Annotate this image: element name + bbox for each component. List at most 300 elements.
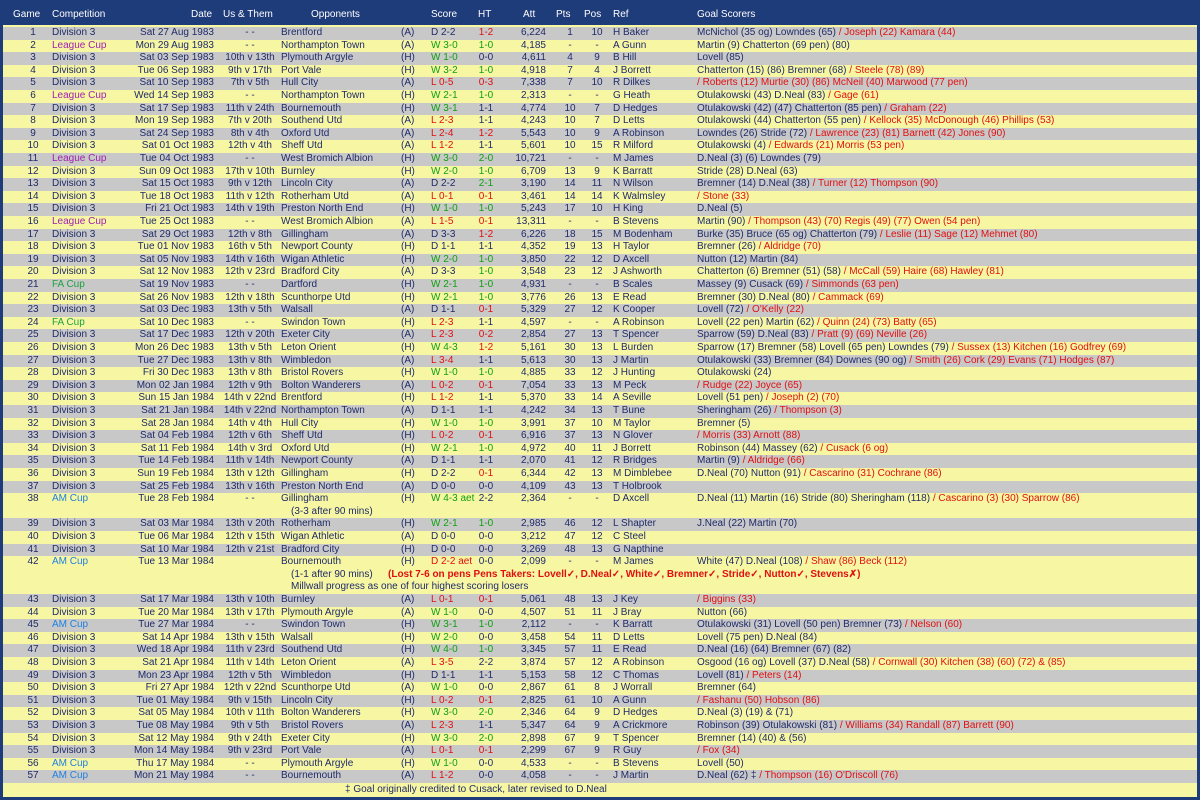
table-row: [3, 266, 1197, 279]
our-scorers: Lovell (22 pen) Martin (62): [697, 316, 815, 328]
our-scorers: Lovell (51 pen): [697, 392, 764, 404]
half-time-score: 1-0: [478, 266, 494, 278]
referee: B Stevens: [613, 216, 659, 227]
game-number: 41: [27, 543, 39, 555]
our-scorers: D.Neal (70) Nutton (91): [697, 468, 801, 479]
score: D 1-1: [431, 669, 456, 681]
league-position: 11: [591, 178, 603, 190]
opponent: Sheff Utd: [281, 140, 323, 152]
table-row: [3, 392, 1197, 405]
our-scorers: Otulakowski (24): [697, 367, 772, 379]
points: 10: [564, 127, 576, 139]
league-position: 12: [591, 455, 603, 467]
referee: A Robinson: [613, 657, 665, 668]
scorer-separator: /: [881, 102, 890, 114]
header-date: Date: [191, 9, 213, 20]
table-row: [3, 229, 1197, 242]
us-them-positions: 13th v 8th: [228, 354, 272, 366]
attendance: 3,991: [520, 417, 546, 429]
score: W 3-2: [431, 64, 458, 76]
game-number: 2: [30, 39, 36, 51]
score: W 1-0: [431, 367, 458, 379]
league-position: -: [595, 757, 599, 769]
scorer-separator: /: [697, 694, 703, 706]
attendance: 4,242: [520, 405, 546, 416]
game-number: 34: [27, 442, 39, 454]
attendance: 4,533: [520, 757, 546, 769]
our-scorers: Robinson (44) Massey (62): [697, 442, 818, 454]
our-scorers: D.Neal (16) (64) Bremner (67) (82): [697, 644, 851, 656]
table-row: [3, 418, 1197, 431]
points: 14: [564, 178, 576, 190]
home-away: (H): [401, 253, 415, 265]
referee: B Stevens: [613, 757, 659, 769]
goal-scorers: [697, 619, 962, 631]
table-row: [3, 90, 1197, 103]
league-position: -: [595, 619, 599, 631]
league-position: -: [595, 153, 599, 164]
home-away: (A): [401, 329, 415, 341]
opponent: Burnley: [281, 165, 315, 177]
referee: J Key: [613, 594, 639, 605]
points: 27: [564, 329, 576, 341]
us-them-positions: - -: [245, 27, 255, 38]
match-date: Sat 17 Sep 1983: [139, 102, 214, 114]
home-away: (A): [401, 190, 415, 202]
attendance: 3,461: [520, 190, 546, 202]
opponent: Southend Utd: [281, 644, 343, 656]
match-date: Mon 26 Dec 1983: [135, 342, 214, 353]
referee: E Read: [613, 291, 647, 303]
attendance: 10,721: [515, 153, 546, 164]
table-row: [3, 758, 1197, 771]
score: W 1-0: [431, 682, 458, 694]
points: 51: [564, 606, 576, 618]
half-time-score: 0-1: [478, 190, 494, 202]
our-scorers: Bremner (26): [697, 241, 756, 253]
opponent-scorers: Cammack (69): [818, 291, 884, 303]
score: D 1-1: [431, 241, 456, 253]
game-number: 1: [30, 27, 36, 38]
league-position: 13: [591, 291, 603, 303]
home-away: (H): [401, 291, 415, 303]
opponent: Wigan Athletic: [281, 531, 345, 542]
league-position: 12: [591, 253, 603, 265]
our-scorers: Lovell (85): [697, 52, 744, 64]
score: L 0-1: [431, 594, 454, 605]
opponent: Gillingham: [281, 228, 329, 240]
game-number: 24: [27, 316, 39, 328]
points: 48: [564, 543, 576, 555]
score: D 2-2: [431, 27, 456, 38]
half-time-score: 2-0: [478, 153, 494, 164]
opponent: Rotherham Utd: [281, 190, 349, 202]
goal-scorers: [697, 241, 821, 253]
table-row: [3, 166, 1197, 179]
us-them-positions: 12th v 21st: [225, 543, 275, 555]
points: -: [568, 556, 572, 568]
attendance: 2,313: [520, 90, 546, 101]
attendance: 2,299: [520, 745, 546, 757]
referee: J Hunting: [613, 367, 656, 379]
goal-scorers: [697, 103, 947, 115]
half-time-score: 2-0: [478, 732, 494, 744]
points: -: [568, 90, 572, 101]
table-row: [3, 468, 1197, 481]
half-time-score: 0-1: [478, 594, 494, 605]
scorer-separator: /: [755, 241, 764, 253]
opponent: Sheff Utd: [281, 430, 323, 442]
opponent: West Bromich Albion: [281, 153, 374, 164]
home-away: (A): [401, 770, 415, 782]
goal-scorers: [697, 279, 899, 291]
game-number: 31: [27, 405, 39, 416]
half-time-score: 0-0: [478, 556, 494, 568]
home-away: (A): [401, 455, 415, 467]
us-them-positions: 8th v 4th: [230, 127, 270, 139]
scorer-separator: /: [814, 316, 823, 328]
us-them-positions: 9th v 17th: [228, 64, 272, 76]
scorer-separator: /: [697, 594, 703, 605]
table-row: [3, 367, 1197, 380]
points: 18: [564, 228, 576, 240]
match-date: Sat 11 Feb 1984: [140, 442, 214, 454]
competition: Division 3: [52, 52, 96, 64]
us-them-positions: - -: [245, 770, 255, 782]
competition: Division 3: [52, 644, 96, 656]
points: 4: [567, 52, 573, 64]
score: W 1-0: [431, 203, 458, 215]
score: L 2-3: [431, 316, 454, 328]
attendance: 3,874: [520, 657, 546, 668]
referee: D Axcell: [613, 253, 650, 265]
opponent: Brentford: [281, 392, 323, 404]
attendance: 7,054: [520, 379, 546, 391]
our-scorers: D.Neal (3) (19) & (71): [697, 707, 794, 719]
goal-scorers: [697, 317, 937, 329]
us-them-positions: 13th v 15th: [225, 631, 275, 643]
points: 10: [564, 115, 576, 127]
league-position: 13: [591, 594, 603, 605]
half-time-score: 0-0: [478, 770, 494, 782]
game-number: 44: [27, 606, 39, 618]
referee: J Martin: [613, 354, 649, 366]
referee: J Borrett: [613, 64, 651, 76]
home-away: (A): [401, 228, 415, 240]
scorer-separator: /: [840, 266, 850, 278]
home-away: (H): [401, 644, 415, 656]
half-time-score: 1-2: [478, 342, 494, 353]
league-position: 11: [591, 442, 603, 454]
referee: A Gunn: [613, 694, 647, 706]
referee: D Hedges: [613, 102, 658, 114]
competition: Division 3: [52, 178, 96, 190]
goal-scorers: [697, 40, 850, 52]
opponent: Bradford City: [281, 266, 340, 278]
our-scorers: Otulakowski (31) Lovell (50 pen) Bremner (73): [697, 619, 903, 631]
match-date: Mon 14 May 1984: [133, 745, 214, 757]
game-number: 22: [27, 291, 39, 303]
half-time-score: 1-0: [478, 518, 494, 530]
us-them-positions: 13th v 17th: [225, 606, 275, 618]
referee: J Ashworth: [613, 266, 662, 278]
competition: Division 3: [52, 669, 96, 681]
score: D 1-1: [431, 455, 456, 467]
league-position: 11: [591, 631, 603, 643]
league-position: 11: [591, 644, 603, 656]
table-row: [3, 178, 1197, 191]
league-position: 12: [591, 669, 603, 681]
referee: J Worrall: [613, 682, 653, 694]
home-away: (H): [401, 619, 415, 631]
opponent: Exeter City: [281, 732, 330, 744]
goal-scorers: [697, 266, 1004, 278]
footnote-text: ‡ Goal originally credited to Cusack, later revised to D.Neal: [345, 784, 607, 795]
table-row: [3, 594, 1197, 607]
league-position: 12: [591, 304, 603, 316]
competition: Division 3: [52, 417, 96, 429]
league-position: 13: [591, 468, 603, 479]
league-position: 9: [594, 732, 600, 744]
match-date: Sun 09 Oct 1983: [138, 165, 214, 177]
competition: Division 3: [52, 694, 96, 706]
scorer-separator: /: [745, 216, 754, 227]
points: 47: [564, 531, 576, 542]
score: D 1-1: [431, 405, 456, 416]
score: W 3-0: [431, 153, 458, 164]
opponent: Bournemouth: [281, 102, 342, 114]
game-number: 13: [27, 178, 39, 190]
match-date: Fri 30 Dec 1983: [142, 367, 214, 379]
table-row: [3, 670, 1197, 683]
attendance: 5,243: [520, 203, 546, 215]
us-them-positions: 12th v 5th: [228, 669, 272, 681]
us-them-positions: 17th v 10th: [225, 165, 275, 177]
home-away: (A): [401, 127, 415, 139]
match-date: Tue 06 Sep 1983: [137, 64, 214, 76]
competition: League Cup: [52, 90, 107, 101]
attendance: 2,112: [521, 619, 546, 631]
us-them-positions: 12th v 23rd: [224, 266, 276, 278]
home-away: (H): [401, 102, 415, 114]
us-them-positions: 12th v 6th: [228, 430, 272, 442]
opponent-scorers: Rudge (22) Joyce (65): [702, 379, 803, 391]
attendance: 4,885: [520, 367, 546, 379]
game-number: 8: [30, 115, 36, 127]
competition: Division 3: [52, 266, 96, 278]
attendance: 3,345: [520, 644, 546, 656]
table-row: [3, 216, 1197, 229]
goal-scorers: [697, 90, 879, 102]
league-position: 13: [591, 543, 603, 555]
points: 34: [564, 405, 576, 416]
points: 67: [564, 745, 576, 757]
match-date: Sat 03 Mar 1984: [140, 518, 214, 530]
referee: M James: [613, 153, 654, 164]
game-number: 55: [27, 745, 39, 757]
referee: J Bray: [613, 606, 642, 618]
competition: Division 3: [52, 291, 96, 303]
referee: A Robinson: [613, 127, 665, 139]
competition: Division 3: [52, 304, 96, 316]
score: L 1-2: [431, 392, 454, 404]
goal-scorers: [697, 329, 927, 341]
us-them-positions: 10th v 13th: [225, 52, 275, 64]
game-number: 26: [27, 342, 39, 353]
us-them-positions: 13th v 16th: [225, 480, 275, 492]
us-them-positions: 14th v 22nd: [223, 405, 277, 416]
points: 33: [564, 367, 576, 379]
half-time-score: 1-0: [478, 417, 494, 429]
half-time-score: 2-2: [478, 657, 494, 668]
half-time-score: 0-3: [478, 77, 494, 89]
home-away: (A): [401, 682, 415, 694]
half-time-score: 1-0: [478, 203, 494, 215]
competition: Division 3: [52, 102, 96, 114]
scorer-separator: /: [860, 115, 870, 127]
points: 7: [567, 64, 573, 76]
attendance: 2,854: [520, 329, 546, 341]
scorer-separator: /: [846, 64, 855, 76]
attendance: 5,061: [520, 594, 546, 605]
attendance: 4,972: [520, 442, 546, 454]
match-date: Sat 12 May 1984: [138, 732, 214, 744]
goal-scorers: [697, 455, 805, 467]
score: L 0-1: [431, 745, 454, 757]
home-away: (H): [401, 468, 415, 479]
league-position: 10: [591, 77, 603, 89]
referee: H King: [613, 203, 644, 215]
our-scorers: Nutton (66): [697, 606, 748, 618]
header-ht: HT: [478, 9, 492, 20]
us-them-positions: - -: [245, 493, 255, 505]
competition: Division 3: [52, 531, 96, 542]
home-away: (H): [401, 392, 415, 404]
opponent: Walsall: [281, 631, 313, 643]
footnote: [3, 783, 1197, 797]
home-away: (A): [401, 745, 415, 757]
goal-scorers: [697, 468, 942, 480]
match-date: Mon 23 Apr 1984: [137, 669, 214, 681]
opponent-scorers: Turner (12) Thompson (90): [817, 178, 939, 190]
attendance: 2,985: [520, 518, 546, 530]
match-date: Sat 28 Jan 1984: [141, 417, 214, 429]
our-scorers: Burke (35) Bruce (65 og) Chatterton (79): [697, 228, 878, 240]
our-scorers: Otulakowski (42) (47) Chatterton (85 pen): [697, 102, 882, 114]
opponent-scorers: Shaw (86) Beck (112): [810, 556, 907, 568]
match-date: Mon 02 Jan 1984: [136, 379, 214, 391]
goal-scorers: [697, 254, 798, 266]
half-time-score: 0-0: [478, 531, 494, 542]
referee: T Bune: [613, 405, 646, 416]
game-number: 35: [27, 455, 39, 467]
home-away: (H): [401, 203, 415, 215]
scorer-separator: /: [756, 770, 765, 782]
goal-scorers: [697, 115, 1054, 127]
half-time-score: 1-1: [478, 455, 494, 467]
match-date: Sat 24 Sep 1983: [139, 127, 214, 139]
table-row: [3, 455, 1197, 468]
score: W 4-3: [431, 342, 458, 353]
opponent: Walsall: [281, 304, 313, 316]
table-row: [3, 770, 1197, 783]
score: L 1-5: [431, 216, 454, 227]
scorer-separator: /: [803, 279, 812, 290]
score: L 3-4: [431, 354, 454, 366]
scorer-separator: /: [697, 379, 703, 391]
score: D 2-2: [431, 468, 456, 479]
half-time-score: 1-0: [478, 367, 494, 379]
opponent-scorers: Thompson (16) O'Driscoll (76): [764, 770, 899, 782]
goal-scorers: [697, 770, 898, 782]
table-row: [3, 619, 1197, 632]
table-row: [3, 27, 1197, 40]
game-number: 12: [27, 165, 39, 177]
score: W 1-0: [431, 417, 458, 429]
points: 30: [564, 342, 576, 353]
opponent-scorers: Kellock (35) McDonough (46) Phillips (53): [869, 115, 1055, 127]
opponent-scorers: Leslie (11) Sage (12) Mehmet (80): [885, 228, 1038, 240]
attendance: 2,898: [520, 732, 546, 744]
home-away: (H): [401, 732, 415, 744]
competition: Division 3: [52, 77, 96, 89]
points: 37: [564, 430, 576, 442]
table-row: [3, 682, 1197, 695]
opponent-scorers: Peters (14): [752, 669, 802, 681]
our-scorers: Lovell (72): [697, 304, 744, 316]
competition: Division 3: [52, 442, 96, 454]
score: W 3-1: [431, 102, 458, 114]
game-number: 57: [27, 770, 39, 782]
home-away: (A): [401, 216, 415, 227]
table-row: [3, 77, 1197, 90]
referee: K Barratt: [613, 619, 653, 631]
attendance: 5,153: [520, 669, 546, 681]
home-away: (A): [401, 657, 415, 668]
game-number: 49: [27, 669, 39, 681]
header-game: Game: [13, 9, 41, 20]
league-position: 13: [591, 480, 603, 492]
opponent: Leton Orient: [281, 342, 337, 353]
results-table: [3, 3, 1197, 797]
attendance: 6,709: [520, 165, 546, 177]
referee: R Milford: [613, 140, 654, 152]
game-number: 36: [27, 468, 39, 479]
table-row: [3, 607, 1197, 620]
competition: Division 3: [52, 606, 96, 618]
home-away: (A): [401, 531, 415, 542]
match-date: Tue 27 Dec 1983: [137, 354, 214, 366]
opponent-scorers: Lawrence (23) (81) Barnett (42) Jones (90): [815, 127, 1006, 139]
match-date: Sat 15 Oct 1983: [141, 178, 214, 190]
home-away: (A): [401, 379, 415, 391]
competition: Division 3: [52, 27, 96, 38]
referee: D Letts: [613, 115, 645, 127]
opponent-scorers: Quinn (24) (73) Batty (65): [822, 316, 937, 328]
opponent: Plymouth Argyle: [281, 606, 354, 618]
goal-scorers: [697, 644, 851, 656]
competition: Division 3: [52, 631, 96, 643]
points: 67: [564, 732, 576, 744]
opponent: Hull City: [281, 77, 319, 89]
opponent: Bolton Wanderers: [281, 707, 361, 719]
attendance: 6,224: [520, 27, 546, 38]
opponent: Swindon Town: [281, 619, 346, 631]
home-away: (A): [401, 720, 415, 731]
points: 17: [564, 203, 576, 215]
home-away: (H): [401, 669, 415, 681]
us-them-positions: 9th v 15th: [228, 694, 272, 706]
